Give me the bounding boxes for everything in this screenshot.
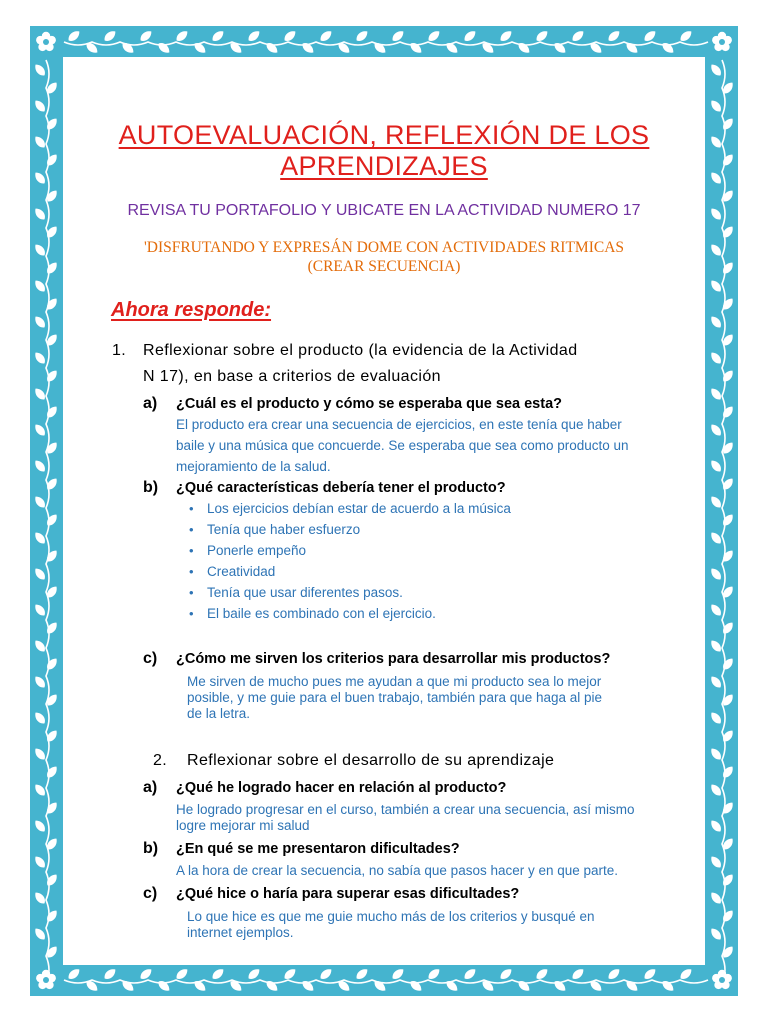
leaf-icon [642, 967, 658, 982]
leaf-icon [678, 29, 694, 44]
leaf-icon [709, 530, 724, 546]
leaf-icon [709, 314, 724, 330]
leaf-icon [102, 967, 118, 982]
leaf-icon [33, 278, 48, 294]
leaf-icon [354, 967, 370, 982]
leaf-icon [33, 458, 48, 474]
leaf-icon [709, 170, 724, 186]
leaf-icon [33, 710, 48, 726]
question-2c-letter: c) [143, 885, 158, 902]
corner-flower-icon [712, 32, 732, 51]
leaf-icon [721, 152, 736, 168]
section-1-heading-line-2: N 17), en base a criterios de evaluación [143, 368, 441, 385]
leaf-icon [138, 29, 154, 44]
leaf-icon [318, 29, 334, 44]
leaf-icon [534, 29, 550, 44]
leaf-icon [709, 926, 724, 942]
leaf-icon [660, 41, 676, 56]
leaf-icon [709, 278, 724, 294]
leaf-icon [45, 404, 60, 420]
decorative-border [30, 26, 738, 996]
question-1c-text: ¿Cómo me sirven los criterios para desarrollar mis productos? [176, 651, 611, 667]
portfolio-instruction: REVISA TU PORTAFOLIO Y UBICATE EN LA ACTIVIDAD NUMERO 17 [127, 202, 641, 219]
answer-1a-line: mejoramiento de la salud. [176, 459, 331, 474]
question-2c-text: ¿Qué hice o haría para superar esas dificultades? [176, 886, 520, 902]
list-item: • Tenía que usar diferentes pasos. [180, 582, 511, 603]
leaf-icon [33, 818, 48, 834]
leaf-icon [282, 967, 298, 982]
leaf-icon [33, 62, 48, 78]
answer-2a-line: He logrado progresar en el curso, también a crear una secuencia, así mismo [176, 802, 635, 817]
leaf-icon [709, 134, 724, 150]
answer-2b [176, 863, 701, 879]
leaf-icon [66, 29, 82, 44]
leaf-icon [33, 242, 48, 258]
leaf-icon [45, 512, 60, 528]
question-1b-text: ¿Qué características debería tener el producto? [176, 480, 506, 496]
leaf-icon [33, 890, 48, 906]
answer-1c [187, 674, 687, 722]
respond-heading: Ahora responde: [111, 299, 272, 321]
leaf-icon [606, 29, 622, 44]
leaf-icon [33, 566, 48, 582]
leaf-icon [516, 979, 532, 994]
leaf-icon [516, 41, 532, 56]
leaf-icon [709, 710, 724, 726]
leaf-icon [390, 29, 406, 44]
leaf-icon [709, 818, 724, 834]
list-item: • Los ejercicios debían estar de acuerdo a la música [180, 498, 511, 519]
leaf-icon [33, 638, 48, 654]
answer-2b-line: A la hora de crear la secuencia, no sabía que pasos hacer y en que parte. [176, 863, 619, 878]
answer-1a [176, 414, 696, 477]
question-1c-letter: c) [143, 650, 158, 667]
leaf-icon [709, 62, 724, 78]
question-1a-letter: a) [143, 395, 158, 412]
section-2-heading: Reflexionar sobre el desarrollo de su aprendizaje [187, 752, 555, 769]
corner-flower-icon [36, 970, 56, 989]
question-1b-letter: b) [143, 479, 159, 496]
leaf-icon [660, 979, 676, 994]
answer-1a-line: baile y una música que concuerde. Se esperaba que sea como producto un [176, 438, 629, 453]
leaf-icon [709, 350, 724, 366]
leaf-icon [264, 41, 280, 56]
section-2-number: 2. [153, 752, 168, 769]
leaf-icon [462, 967, 478, 982]
leaf-icon [709, 854, 724, 870]
leaf-icon [498, 967, 514, 982]
leaf-icon [642, 29, 658, 44]
leaf-icon [709, 242, 724, 258]
answer-1c-line: posible, y me guie para el buen trabajo, también para que haga al pie [187, 690, 603, 705]
leaf-icon [33, 602, 48, 618]
leaf-icon [45, 764, 60, 780]
leaf-icon [33, 530, 48, 546]
question-2b-text: ¿En qué se me presentaron dificultades? [176, 841, 460, 857]
answer-2a-line: logre mejorar mi salud [176, 818, 310, 833]
page-title-line-1: AUTOEVALUACIÓN, REFLEXIÓN DE LOS [118, 120, 650, 150]
leaf-icon [45, 908, 60, 924]
list-item: • Creatividad [180, 561, 511, 582]
answer-1c-line: de la letra. [187, 706, 251, 721]
leaf-icon [721, 908, 736, 924]
leaf-icon [721, 656, 736, 672]
leaf-icon [709, 674, 724, 690]
leaf-icon [426, 967, 442, 982]
list-item: • Tenía que haber esfuerzo [180, 519, 511, 540]
section-1-heading-line-1: Reflexionar sobre el producto (la evidencia de la Actividad [143, 342, 578, 359]
leaf-icon [570, 29, 586, 44]
leaf-icon [709, 566, 724, 582]
question-1a-text: ¿Cuál es el producto y cómo se esperaba que sea esta? [176, 396, 562, 412]
page-title-line-2: APRENDIZAJES [280, 151, 488, 181]
leaf-icon [721, 260, 736, 276]
list-item: • El baile es combinado con el ejercicio. [180, 603, 511, 624]
activity-name-line-1: 'DISFRUTANDO Y EXPRESÁN DOME CON ACTIVIDADES RITMICAS [143, 239, 625, 256]
leaf-icon [709, 782, 724, 798]
leaf-icon [33, 422, 48, 438]
leaf-icon [174, 967, 190, 982]
characteristics-list [180, 498, 511, 624]
leaf-icon [721, 512, 736, 528]
leaf-icon [33, 674, 48, 690]
leaf-icon [246, 967, 262, 982]
section-1-number: 1. [112, 342, 127, 359]
leaf-icon [45, 656, 60, 672]
leaf-icon [721, 764, 736, 780]
leaf-icon [709, 638, 724, 654]
answer-2c-line: internet ejemplos. [187, 925, 294, 940]
leaf-icon [282, 29, 298, 44]
leaf-icon [246, 29, 262, 44]
answer-2c-line: Lo que hice es que me guie mucho más de los criterios y busqué en [187, 909, 595, 924]
question-2a-letter: a) [143, 779, 158, 796]
leaf-icon [462, 29, 478, 44]
leaf-icon [678, 967, 694, 982]
leaf-icon [354, 29, 370, 44]
leaf-icon [33, 350, 48, 366]
leaf-icon [709, 890, 724, 906]
leaf-icon [721, 404, 736, 420]
page-content [63, 57, 705, 965]
leaf-icon [45, 260, 60, 276]
leaf-icon [426, 29, 442, 44]
leaf-icon [33, 782, 48, 798]
answer-1c-line: Me sirven de mucho pues me ayudan a que mi producto sea lo mejor [187, 674, 602, 689]
activity-name-line-2: (CREAR SECUENCIA) [307, 258, 461, 275]
leaf-icon [33, 170, 48, 186]
leaf-icon [210, 967, 226, 982]
leaf-icon [390, 967, 406, 982]
leaf-icon [33, 98, 48, 114]
leaf-icon [709, 98, 724, 114]
leaf-icon [709, 458, 724, 474]
leaf-icon [210, 29, 226, 44]
leaf-icon [33, 134, 48, 150]
leaf-icon [318, 967, 334, 982]
leaf-icon [102, 29, 118, 44]
leaf-icon [709, 386, 724, 402]
leaf-icon [45, 152, 60, 168]
leaf-icon [570, 967, 586, 982]
leaf-icon [33, 494, 48, 510]
leaf-icon [709, 494, 724, 510]
corner-flower-icon [712, 970, 732, 989]
question-2a-text: ¿Qué he logrado hacer en relación al producto? [176, 780, 507, 796]
leaf-icon [264, 979, 280, 994]
answer-1a-line: El producto era crear una secuencia de ejercicios, en este tenía que haber [176, 417, 622, 432]
leaf-icon [709, 422, 724, 438]
leaf-icon [33, 854, 48, 870]
answer-2c [187, 909, 687, 941]
leaf-icon [498, 29, 514, 44]
leaf-icon [408, 979, 424, 994]
leaf-icon [33, 926, 48, 942]
corner-flower-icon [36, 32, 56, 51]
leaf-icon [709, 602, 724, 618]
leaf-icon [138, 967, 154, 982]
leaf-icon [66, 967, 82, 982]
leaf-icon [156, 41, 172, 56]
leaf-icon [33, 386, 48, 402]
leaf-icon [709, 206, 724, 222]
answer-2a [176, 802, 701, 834]
leaf-icon [33, 314, 48, 330]
list-item: • Ponerle empeño [180, 540, 511, 561]
leaf-icon [174, 29, 190, 44]
leaf-icon [408, 41, 424, 56]
leaf-icon [33, 206, 48, 222]
leaf-icon [534, 967, 550, 982]
leaf-icon [606, 967, 622, 982]
leaf-icon [33, 746, 48, 762]
question-2b-letter: b) [143, 840, 159, 857]
leaf-icon [709, 746, 724, 762]
leaf-icon [156, 979, 172, 994]
